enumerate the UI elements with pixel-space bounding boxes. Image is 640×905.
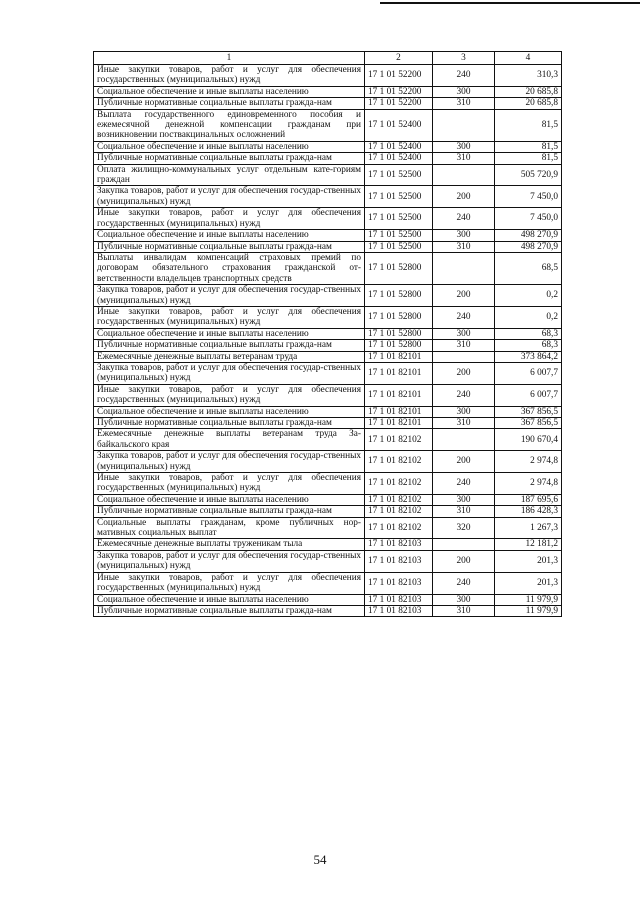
row-amount-cell: 373 864,2 — [495, 351, 562, 362]
row-code-cell: 17 1 01 52800 — [365, 340, 433, 351]
row-amount-cell: 7 450,0 — [495, 186, 562, 208]
row-type-cell: 310 — [433, 506, 495, 517]
row-code-cell: 17 1 01 52500 — [365, 164, 433, 186]
row-amount-cell: 11 979,9 — [495, 605, 562, 616]
row-name-cell: Иные закупки товаров, работ и услуг для обеспечения государственных (муниципальных) нужд — [94, 572, 365, 594]
row-name-cell: Иные закупки товаров, работ и услуг для обеспечения государственных (муниципальных) нужд — [94, 384, 365, 406]
row-code-cell: 17 1 01 52500 — [365, 208, 433, 230]
row-type-cell: 240 — [433, 572, 495, 594]
row-amount-cell: 20 685,8 — [495, 86, 562, 97]
row-name-cell: Публичные нормативные социальные выплаты гражда-нам — [94, 241, 365, 252]
page-number: 54 — [313, 852, 327, 867]
row-code-cell: 17 1 01 82102 — [365, 517, 433, 539]
row-code-cell: 17 1 01 82103 — [365, 539, 433, 550]
row-name-cell: Публичные нормативные социальные выплаты гражда-нам — [94, 506, 365, 517]
row-name-cell: Социальное обеспечение и иные выплаты населению — [94, 594, 365, 605]
row-code-cell: 17 1 01 82103 — [365, 550, 433, 572]
row-name-cell: Ежемесячные денежные выплаты труженикам тыла — [94, 539, 365, 550]
row-name-cell: Закупка товаров, работ и услуг для обеспечения государ-ственных (муниципальных) нужд — [94, 186, 365, 208]
row-code-cell: 17 1 01 82101 — [365, 362, 433, 384]
row-code-cell: 17 1 01 82103 — [365, 594, 433, 605]
table-row — [94, 252, 562, 284]
row-type-cell: 300 — [433, 86, 495, 97]
row-type-cell: 310 — [433, 241, 495, 252]
table-row — [94, 605, 562, 616]
row-code-cell: 17 1 01 52200 — [365, 65, 433, 87]
row-name-cell: Ежемесячные денежные выплаты ветеранам труда За-байкальского края — [94, 429, 365, 451]
table-row — [94, 328, 562, 339]
row-amount-cell: 68,5 — [495, 252, 562, 284]
table-row — [94, 109, 562, 141]
row-code-cell: 17 1 01 52500 — [365, 186, 433, 208]
table-row — [94, 186, 562, 208]
row-type-cell: 240 — [433, 208, 495, 230]
table-row — [94, 340, 562, 351]
row-code-cell: 17 1 01 52500 — [365, 241, 433, 252]
row-name-cell: Социальные выплаты гражданам, кроме публичных нор-мативных социальных выплат — [94, 517, 365, 539]
table-row — [94, 362, 562, 384]
table-row — [94, 406, 562, 417]
table-row — [94, 429, 562, 451]
row-code-cell: 17 1 01 82101 — [365, 351, 433, 362]
table-header-row — [94, 52, 562, 65]
row-amount-cell: 81,5 — [495, 141, 562, 152]
row-amount-cell: 201,3 — [495, 572, 562, 594]
row-type-cell: 300 — [433, 141, 495, 152]
row-name-cell: Иные закупки товаров, работ и услуг для обеспечения государственных (муниципальных) нужд — [94, 306, 365, 328]
row-name-cell: Публичные нормативные социальные выплаты гражда-нам — [94, 98, 365, 109]
row-amount-cell: 0,2 — [495, 285, 562, 307]
table-row — [94, 506, 562, 517]
table-row — [94, 153, 562, 164]
row-code-cell: 17 1 01 82101 — [365, 384, 433, 406]
row-type-cell: 320 — [433, 517, 495, 539]
row-name-cell: Закупка товаров, работ и услуг для обеспечения государ-ственных (муниципальных) нужд — [94, 285, 365, 307]
row-amount-cell: 6 007,7 — [495, 362, 562, 384]
table-row — [94, 164, 562, 186]
row-type-cell: 240 — [433, 473, 495, 495]
row-code-cell: 17 1 01 82102 — [365, 473, 433, 495]
row-type-cell: 240 — [433, 306, 495, 328]
table-row — [94, 86, 562, 97]
row-amount-cell: 310,3 — [495, 65, 562, 87]
table-row — [94, 594, 562, 605]
row-amount-cell: 6 007,7 — [495, 384, 562, 406]
row-type-cell: 300 — [433, 594, 495, 605]
table-row — [94, 285, 562, 307]
row-code-cell: 17 1 01 52800 — [365, 306, 433, 328]
row-amount-cell: 186 428,3 — [495, 506, 562, 517]
row-type-cell: 300 — [433, 230, 495, 241]
row-name-cell: Публичные нормативные социальные выплаты гражда-нам — [94, 605, 365, 616]
row-type-cell: 200 — [433, 362, 495, 384]
row-code-cell: 17 1 01 82102 — [365, 506, 433, 517]
table-row — [94, 572, 562, 594]
row-amount-cell: 11 979,9 — [495, 594, 562, 605]
top-border-line — [380, 2, 640, 4]
row-name-cell: Закупка товаров, работ и услуг для обеспечения государ-ственных (муниципальных) нужд — [94, 451, 365, 473]
column-header-2: 2 — [365, 52, 433, 65]
row-name-cell: Социальное обеспечение и иные выплаты населению — [94, 406, 365, 417]
row-type-cell: 200 — [433, 451, 495, 473]
row-type-cell: 300 — [433, 328, 495, 339]
table-row — [94, 241, 562, 252]
budget-table — [93, 51, 562, 617]
table-row — [94, 517, 562, 539]
row-code-cell: 17 1 01 82103 — [365, 605, 433, 616]
row-amount-cell: 1 267,3 — [495, 517, 562, 539]
row-name-cell: Социальное обеспечение и иные выплаты населению — [94, 494, 365, 505]
table-row — [94, 384, 562, 406]
row-code-cell: 17 1 01 52800 — [365, 328, 433, 339]
row-name-cell: Социальное обеспечение и иные выплаты населению — [94, 86, 365, 97]
row-name-cell: Социальное обеспечение и иные выплаты населению — [94, 230, 365, 241]
row-code-cell: 17 1 01 82101 — [365, 406, 433, 417]
row-code-cell: 17 1 01 52800 — [365, 252, 433, 284]
row-amount-cell: 68,3 — [495, 328, 562, 339]
row-amount-cell: 505 720,9 — [495, 164, 562, 186]
row-amount-cell: 2 974,8 — [495, 473, 562, 495]
row-name-cell: Выплата государственного единовременного пособия и ежемесячной денежной компенсации гражданам при возникновении поствакцинальных осложнений — [94, 109, 365, 141]
table-row — [94, 494, 562, 505]
row-code-cell: 17 1 01 82102 — [365, 429, 433, 451]
table-body — [94, 65, 562, 617]
row-amount-cell: 201,3 — [495, 550, 562, 572]
row-amount-cell: 7 450,0 — [495, 208, 562, 230]
row-name-cell: Социальное обеспечение и иные выплаты населению — [94, 141, 365, 152]
row-name-cell: Закупка товаров, работ и услуг для обеспечения государ-ственных (муниципальных) нужд — [94, 550, 365, 572]
row-type-cell: 240 — [433, 384, 495, 406]
row-code-cell: 17 1 01 52500 — [365, 230, 433, 241]
row-name-cell: Иные закупки товаров, работ и услуг для обеспечения государственных (муниципальных) нужд — [94, 65, 365, 87]
row-name-cell: Закупка товаров, работ и услуг для обеспечения государ-ственных (муниципальных) нужд — [94, 362, 365, 384]
column-header-3: 3 — [433, 52, 495, 65]
row-amount-cell: 20 685,8 — [495, 98, 562, 109]
table-row — [94, 550, 562, 572]
row-name-cell: Социальное обеспечение и иные выплаты населению — [94, 328, 365, 339]
row-code-cell: 17 1 01 52800 — [365, 285, 433, 307]
table-row — [94, 208, 562, 230]
row-amount-cell: 498 270,9 — [495, 230, 562, 241]
table-row — [94, 141, 562, 152]
row-type-cell: 310 — [433, 153, 495, 164]
row-type-cell: 240 — [433, 65, 495, 87]
row-name-cell: Иные закупки товаров, работ и услуг для обеспечения государственных (муниципальных) нужд — [94, 208, 365, 230]
row-amount-cell: 81,5 — [495, 109, 562, 141]
row-type-cell — [433, 539, 495, 550]
row-name-cell: Выплаты инвалидам компенсаций страховых премий по договорам обязательного страхования гражданской от-ветственности владельцев транспортных средств — [94, 252, 365, 284]
row-type-cell: 300 — [433, 406, 495, 417]
row-type-cell — [433, 429, 495, 451]
table-row — [94, 306, 562, 328]
row-code-cell: 17 1 01 82102 — [365, 494, 433, 505]
row-code-cell: 17 1 01 82101 — [365, 418, 433, 429]
row-code-cell: 17 1 01 52400 — [365, 153, 433, 164]
row-amount-cell: 0,2 — [495, 306, 562, 328]
row-name-cell: Ежемесячные денежные выплаты ветеранам труда — [94, 351, 365, 362]
row-code-cell: 17 1 01 52200 — [365, 86, 433, 97]
row-type-cell: 200 — [433, 285, 495, 307]
row-type-cell — [433, 109, 495, 141]
table-row — [94, 65, 562, 87]
row-name-cell: Оплата жилищно-коммунальных услуг отдельным кате-гориям граждан — [94, 164, 365, 186]
row-name-cell: Иные закупки товаров, работ и услуг для обеспечения государственных (муниципальных) нужд — [94, 473, 365, 495]
row-amount-cell: 190 670,4 — [495, 429, 562, 451]
row-type-cell — [433, 351, 495, 362]
row-amount-cell: 81,5 — [495, 153, 562, 164]
row-name-cell: Публичные нормативные социальные выплаты гражда-нам — [94, 418, 365, 429]
row-type-cell: 310 — [433, 340, 495, 351]
row-type-cell: 310 — [433, 605, 495, 616]
row-type-cell — [433, 164, 495, 186]
row-code-cell: 17 1 01 52400 — [365, 109, 433, 141]
row-type-cell: 200 — [433, 186, 495, 208]
row-type-cell: 300 — [433, 494, 495, 505]
table-row — [94, 230, 562, 241]
column-header-4: 4 — [495, 52, 562, 65]
column-header-1: 1 — [94, 52, 365, 65]
row-amount-cell: 2 974,8 — [495, 451, 562, 473]
row-amount-cell: 187 695,6 — [495, 494, 562, 505]
row-amount-cell: 367 856,5 — [495, 418, 562, 429]
row-amount-cell: 68,3 — [495, 340, 562, 351]
row-code-cell: 17 1 01 82102 — [365, 451, 433, 473]
row-code-cell: 17 1 01 82103 — [365, 572, 433, 594]
row-amount-cell: 12 181,2 — [495, 539, 562, 550]
row-type-cell — [433, 252, 495, 284]
row-amount-cell: 367 856,5 — [495, 406, 562, 417]
row-code-cell: 17 1 01 52400 — [365, 141, 433, 152]
table-row — [94, 351, 562, 362]
row-name-cell: Публичные нормативные социальные выплаты гражда-нам — [94, 340, 365, 351]
row-amount-cell: 498 270,9 — [495, 241, 562, 252]
table-row — [94, 451, 562, 473]
table-row — [94, 473, 562, 495]
row-type-cell: 200 — [433, 550, 495, 572]
table-row — [94, 539, 562, 550]
table-row — [94, 418, 562, 429]
table-row — [94, 98, 562, 109]
row-code-cell: 17 1 01 52200 — [365, 98, 433, 109]
row-name-cell: Публичные нормативные социальные выплаты гражда-нам — [94, 153, 365, 164]
row-type-cell: 310 — [433, 98, 495, 109]
row-type-cell: 310 — [433, 418, 495, 429]
